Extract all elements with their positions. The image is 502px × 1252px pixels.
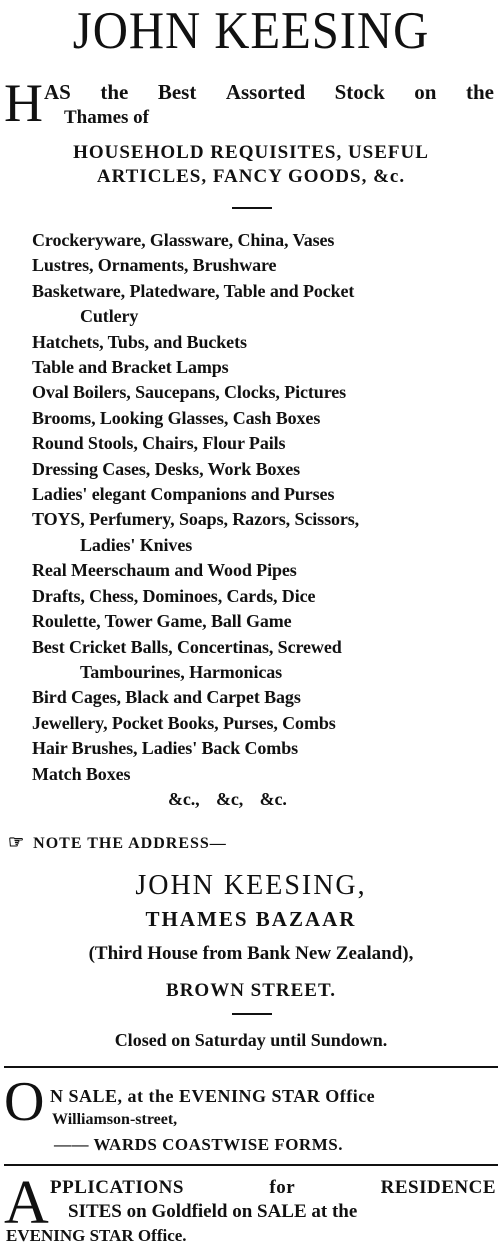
list-item: Best Cricket Balls, Concertinas, Screwed xyxy=(32,636,342,657)
list-item: Roulette, Tower Game, Ball Game xyxy=(32,611,292,632)
sale-line-1: N SALE, at the EVENING STAR Office xyxy=(50,1086,376,1106)
list-item: Basketware, Platedware, Table and Pocket xyxy=(32,280,355,301)
applications-word: RESIDENCE xyxy=(380,1177,496,1198)
list-item: Real Meerschaum and Wood Pipes xyxy=(32,560,297,581)
list-item: Drafts, Chess, Dominoes, Cards, Dice xyxy=(32,585,316,606)
list-item: Oval Boilers, Saucepans, Clocks, Pictures xyxy=(32,382,347,403)
list-item: Ladies' elegant Companions and Purses xyxy=(32,484,335,505)
list-item: Match Boxes xyxy=(32,763,131,784)
sale-dropcap: O xyxy=(4,1071,45,1133)
applications-line-1 xyxy=(50,1176,496,1200)
divider xyxy=(232,207,272,209)
items-list xyxy=(32,228,502,812)
intro-line-1 xyxy=(44,80,494,104)
categories-heading-line-1: HOUSEHOLD REQUISITES, USEFUL xyxy=(73,142,429,163)
list-item: Jewellery, Pocket Books, Purses, Combs xyxy=(32,712,336,733)
list-item: Hatchets, Tubs, and Buckets xyxy=(32,331,247,352)
list-item: Crockeryware, Glassware, China, Vases xyxy=(32,230,335,250)
list-item: Tambourines, Harmonicas xyxy=(80,661,283,682)
intro-line-2: Thames of xyxy=(64,107,149,128)
intro-word: the xyxy=(100,80,129,104)
address-name: JOHN KEESING, xyxy=(135,870,367,901)
categories-heading-line-2: ARTICLES, FANCY GOODS, &c. xyxy=(96,166,406,187)
list-item: Dressing Cases, Desks, Work Boxes xyxy=(32,458,301,479)
list-item: Brooms, Looking Glasses, Cash Boxes xyxy=(32,407,321,428)
sale-line-3: —— WARDS COASTWISE FORMS. xyxy=(54,1135,343,1154)
closed-note: Closed on Saturday until Sundown. xyxy=(114,1030,388,1050)
divider xyxy=(232,1013,272,1015)
intro-word: Stock xyxy=(334,80,385,104)
section-rule xyxy=(4,1066,498,1068)
address-bazaar: THAMES BAZAAR xyxy=(145,907,357,931)
sale-line-2: Williamson-street, xyxy=(52,1111,178,1128)
list-item: TOYS, Perfumery, Soaps, Razors, Scissors, xyxy=(32,509,360,530)
address-location: (Third House from Bank New Zealand), xyxy=(88,943,414,964)
applications-word: for xyxy=(269,1177,296,1198)
applications-line-2: SITES on Goldfield on SALE at the xyxy=(68,1201,358,1222)
intro-word: the xyxy=(465,80,494,104)
intro-word: on xyxy=(414,80,437,104)
section-rule xyxy=(4,1164,498,1166)
applications-line-3: EVENING STAR Office. xyxy=(6,1226,187,1245)
list-item: Cutlery xyxy=(80,306,139,327)
list-item: Hair Brushes, Ladies' Back Combs xyxy=(32,738,299,759)
intro-dropcap: H xyxy=(4,73,43,133)
address-street: BROWN STREET. xyxy=(166,980,336,1001)
applications-word: PPLICATIONS xyxy=(50,1177,184,1198)
note-line xyxy=(8,832,227,853)
list-item: Bird Cages, Black and Carpet Bags xyxy=(32,687,301,708)
etc-line: &c., &c, &c. xyxy=(168,788,287,809)
applications-dropcap: A xyxy=(4,1169,49,1237)
note-text: NOTE THE ADDRESS— xyxy=(33,835,227,852)
headline: JOHN KEESING xyxy=(72,2,430,60)
list-item: Table and Bracket Lamps xyxy=(32,357,229,378)
intro-word: AS xyxy=(44,80,71,104)
intro-word: Best xyxy=(157,80,197,104)
list-item: Round Stools, Chairs, Flour Pails xyxy=(32,433,286,454)
pointing-hand-icon: ☞ xyxy=(8,832,26,852)
intro-word: Assorted xyxy=(225,80,306,104)
list-item: Ladies' Knives xyxy=(80,534,193,555)
list-item: Lustres, Ornaments, Brushware xyxy=(32,255,277,276)
